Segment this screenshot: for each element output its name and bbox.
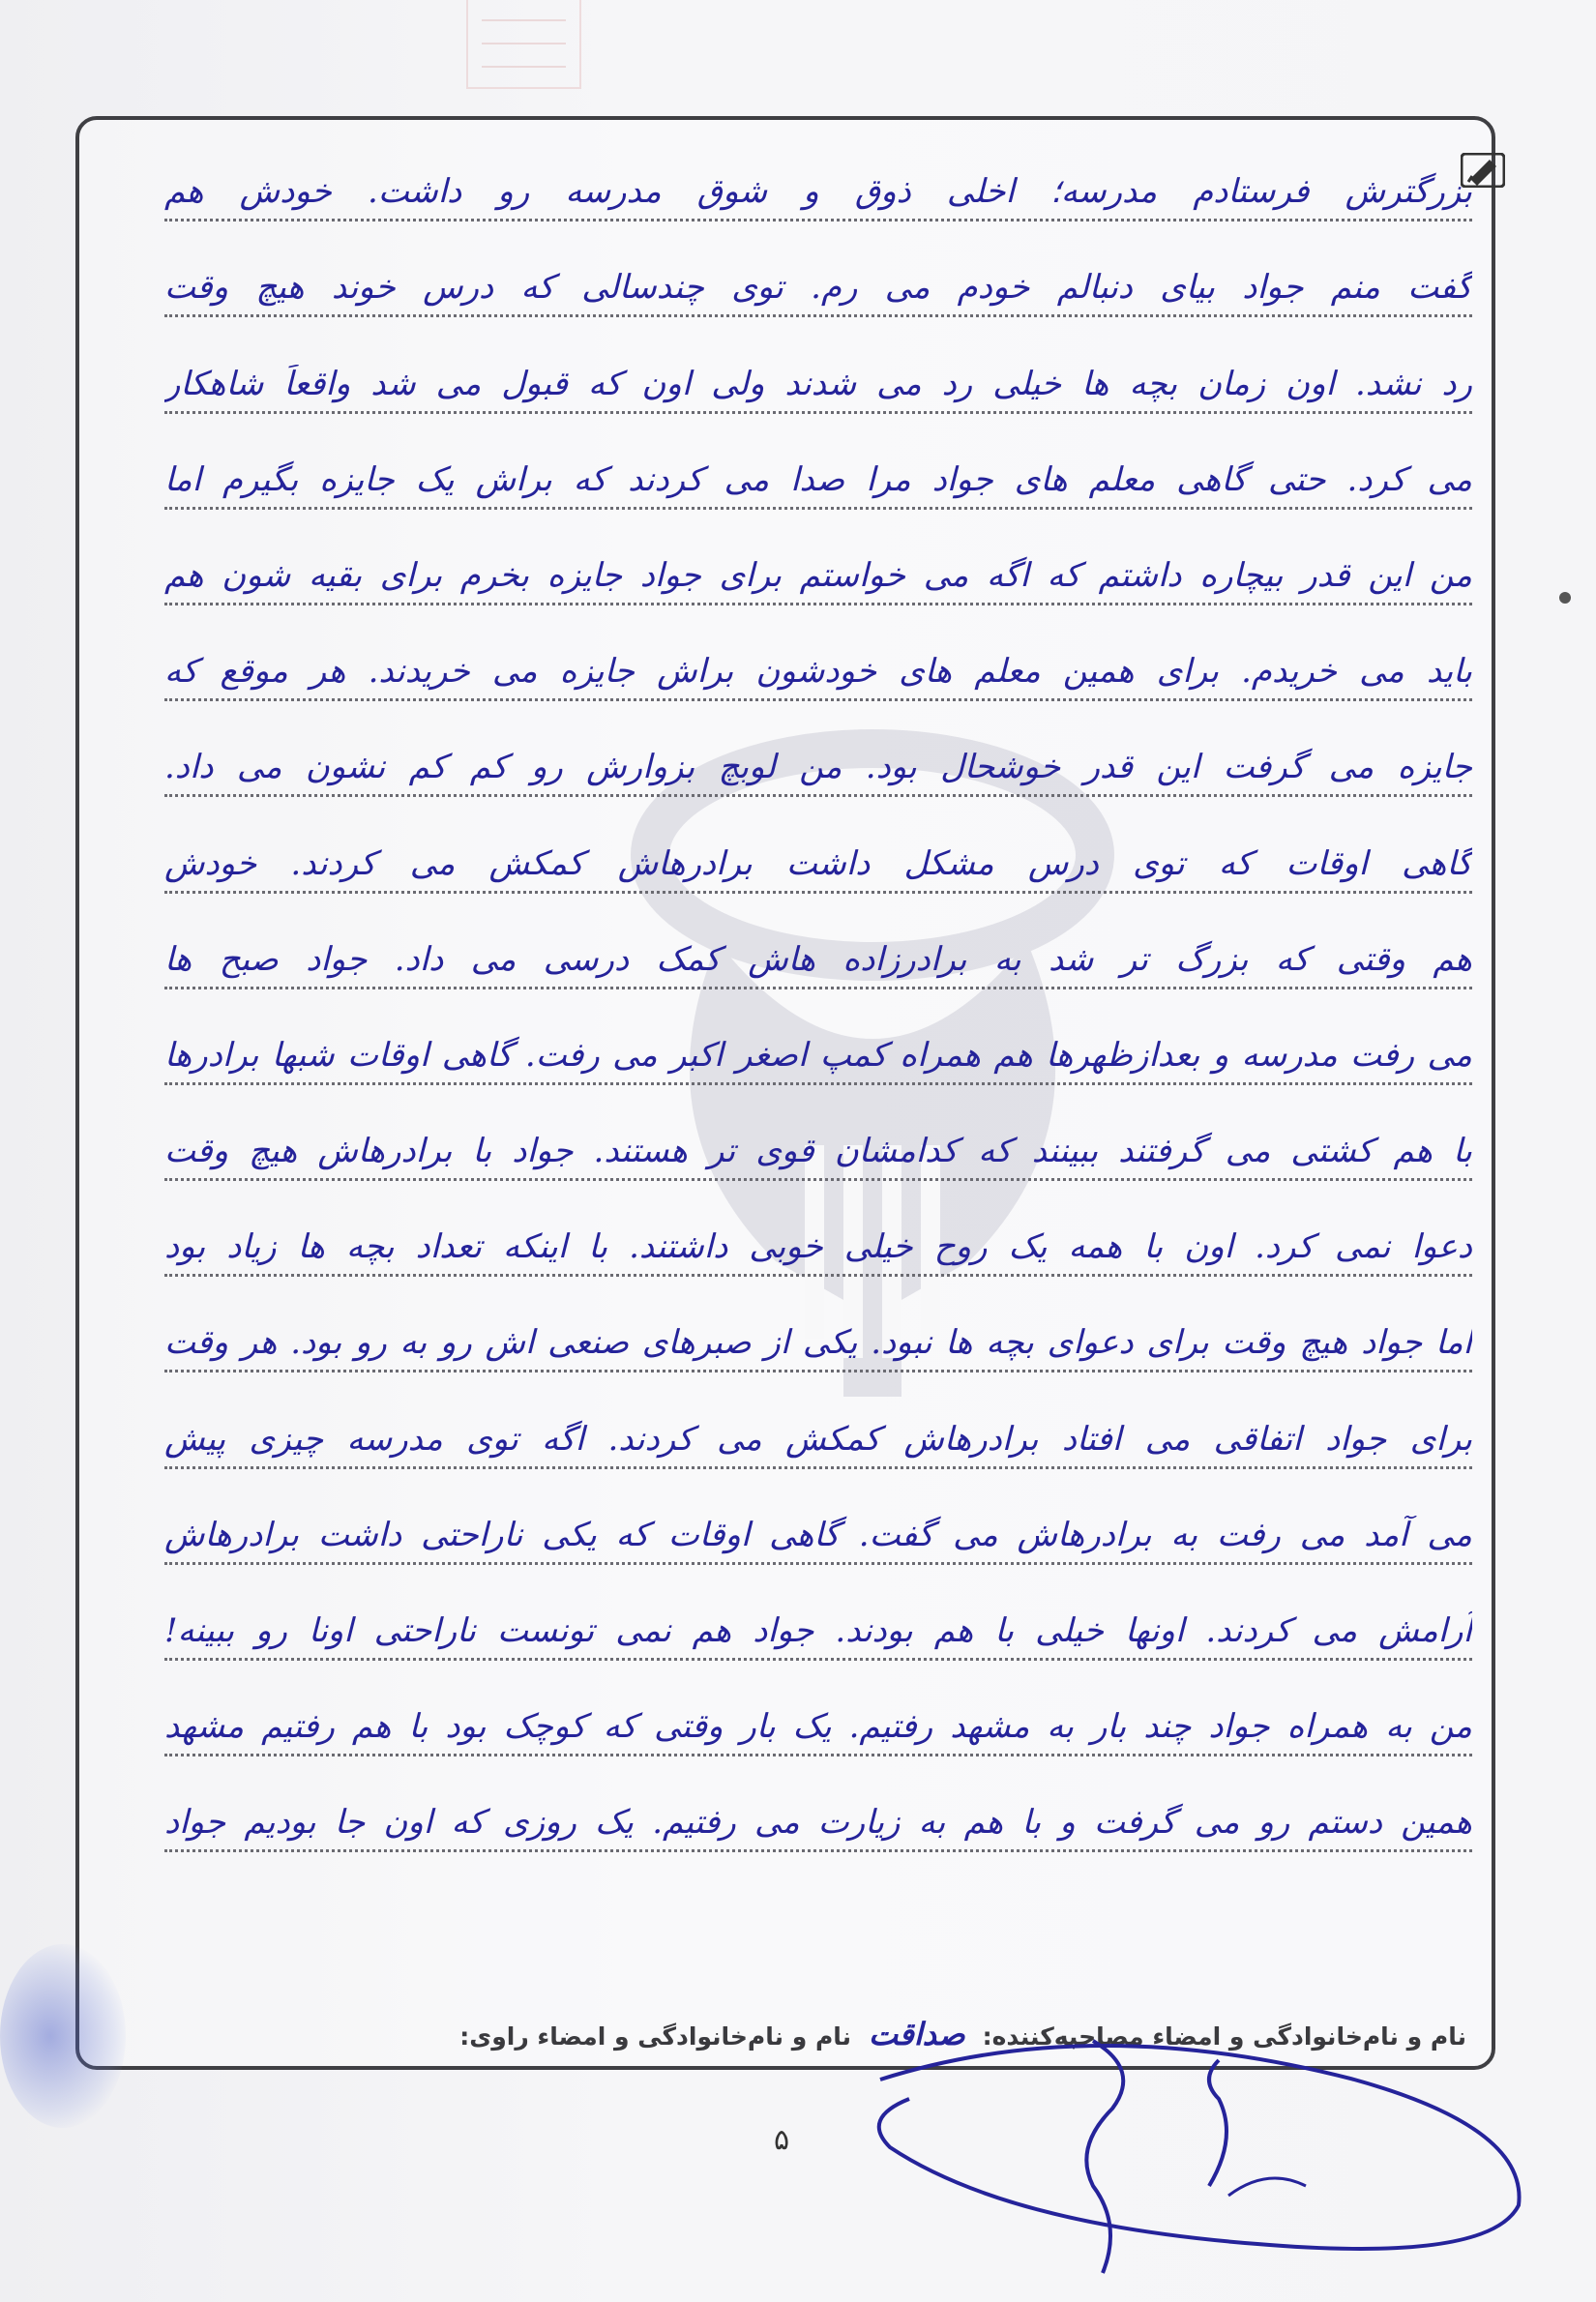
- handwritten-line-text: هم وقتی که بزرگ تر شد به برادرزاده هاش کمک درسی می داد. جواد صبح ها: [164, 939, 1472, 979]
- handwritten-line-text: برای جواد اتفاقی می افتاد برادرهاش کمکش می کردند. اگه توی مدرسه چیزی پیش: [164, 1419, 1472, 1459]
- text-line: [164, 989, 1472, 1085]
- handwritten-line-text: گفت منم جواد بیای دنبالم خودم می رم. توی چندسالی که درس خوند هیچ وقت: [164, 268, 1472, 308]
- text-line: [164, 126, 1472, 221]
- handwritten-line-text: می رفت مدرسه و بعدازظهرها هم همراه کمپ اصغر اکبر می رفت. گاهی اوقات شبها برادرها: [164, 1035, 1472, 1075]
- faded-stamp: [466, 0, 581, 89]
- text-line: [164, 1181, 1472, 1277]
- narrator-label: نام و نام‌خانوادگی و امضاء راوی:: [459, 2022, 852, 2051]
- text-line: [164, 605, 1472, 701]
- page-frame: [75, 116, 1495, 2070]
- text-line: [164, 1661, 1472, 1756]
- handwritten-line-text: من به همراه جواد چند بار به مشهد رفتیم. یک بار وقتی که کوچک بود با هم رفتیم مشهد: [164, 1707, 1472, 1747]
- handwritten-line-text: بزرگترش فرستادم مدرسه؛ اخلی ذوق و شوق مدرسه رو داشت. خودش هم: [164, 172, 1472, 212]
- text-line: [164, 701, 1472, 797]
- handwritten-line-text: جایزه می گرفت این قدر خوشحال بود. من لوبچ بزوارش رو کم کم نشون می داد.: [164, 748, 1472, 787]
- text-line: [164, 414, 1472, 510]
- handwritten-lines: [164, 126, 1472, 1852]
- interviewer-name: صداقت: [869, 2016, 965, 2052]
- page-number: ۵: [774, 2123, 790, 2157]
- text-line: [164, 1085, 1472, 1181]
- text-line: [164, 1756, 1472, 1852]
- text-line: [164, 1372, 1472, 1468]
- text-line: [164, 510, 1472, 605]
- handwritten-line-text: رد نشد. اون زمان بچه ها خیلی رد می شدند ولی اون که قبول می شد واقعاً شاهکار: [164, 364, 1472, 403]
- text-line: [164, 1469, 1472, 1565]
- text-line: [164, 1565, 1472, 1661]
- text-line: [164, 894, 1472, 989]
- text-line: [164, 221, 1472, 317]
- text-line: [164, 1277, 1472, 1372]
- handwritten-line-text: دعوا نمی کرد. اون با همه یک روح خیلی خوبی داشتند. با اینکه تعداد بچه ها زیاد بود: [164, 1227, 1472, 1267]
- handwritten-line-text: می کرد. حتی گاهی معلم های جواد مرا صدا می کردند که براش یک جایزه بگیرم اما: [164, 459, 1472, 499]
- narrator-signature: [851, 2022, 1548, 2283]
- text-line: [164, 317, 1472, 413]
- handwritten-line-text: می آمد می رفت به برادرهاش می گفت. گاهی اوقات که یکی ناراحتی داشت برادرهاش: [164, 1515, 1472, 1554]
- handwritten-line-text: گاهی اوقات که توی درس مشکل داشت برادرهاش کمکش می کردند. خودش: [164, 843, 1472, 883]
- text-line: [164, 797, 1472, 893]
- fingerprint-smudge: [0, 1944, 126, 2128]
- handwritten-line-text: اما جواد هیچ وقت برای دعوای بچه ها نبود. یکی از صبرهای صنعی اش رو به رو بود. هر وقت: [164, 1323, 1472, 1363]
- interviewer-label: نام و نام‌خانوادگی و امضاء مصاحبه‌کننده:: [982, 2022, 1466, 2051]
- handwritten-line-text: من این قدر بیچاره داشتم که اگه می خواستم برای جواد جایزه بخرم برای بقیه شون هم: [164, 555, 1472, 595]
- handwritten-line-text: با هم کشتی می گرفتند ببینند که کدامشان قوی تر هستند. جواد با برادرهاش هیچ وقت: [164, 1132, 1472, 1171]
- handwritten-line-text: همین دستم رو می گرفت و با هم به زیارت می رفتیم. یک روزی که اون جا بودیم جواد: [164, 1803, 1472, 1843]
- handwritten-line-text: آرامش می کردند. اونها خیلی با هم بودند. جواد هم نمی تونست ناراحتی اونا رو ببینه!: [164, 1611, 1472, 1650]
- ink-dot: [1559, 592, 1571, 604]
- handwritten-line-text: باید می خریدم. برای همین معلم های خودشون براش جایزه می خریدند. هر موقع که: [164, 652, 1472, 692]
